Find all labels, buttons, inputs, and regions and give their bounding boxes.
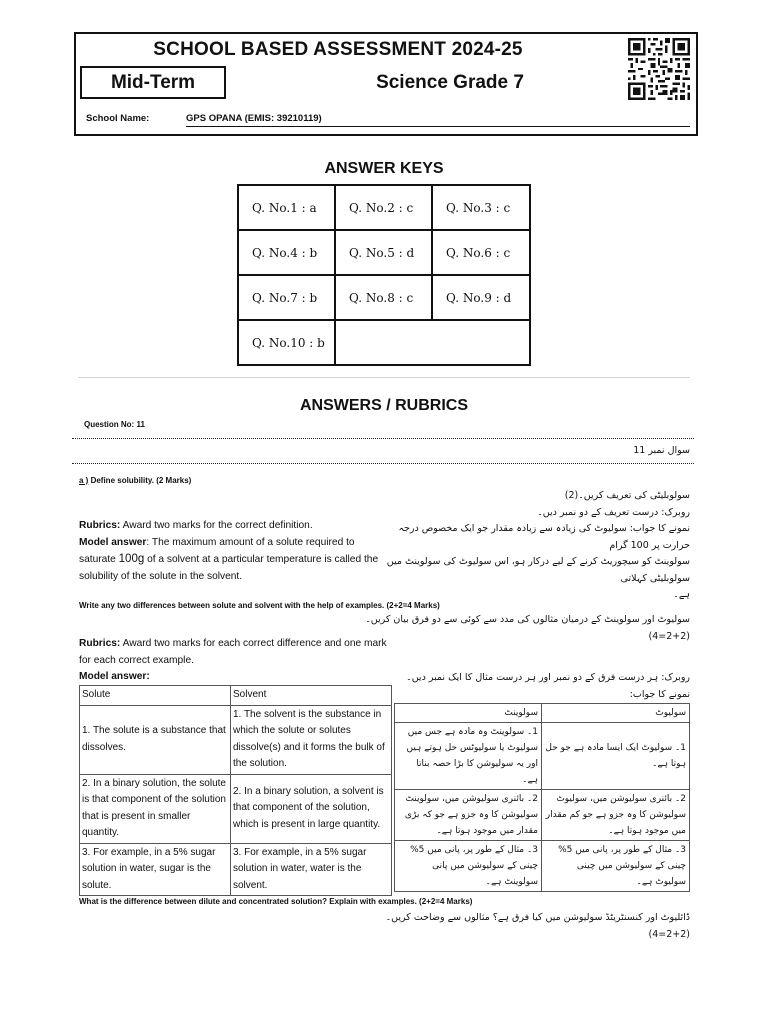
table-cell: 3۔ مثال کے طور پر، پانی میں 5% چینی کے سولیوشن میں چینی سولیوٹ ہے۔ <box>542 841 690 892</box>
model-answer-text: : The maximum amount of a solute required to saturate <box>79 536 355 565</box>
answer-keys-title: ANSWER KEYS <box>324 160 444 177</box>
part-a-question <box>79 476 191 485</box>
rubric-text: Award two marks for each correct difference and one mark for each correct example. <box>79 638 387 666</box>
part-b-rubric <box>79 636 389 686</box>
model-answer-label: Model answer: <box>79 671 150 682</box>
column-header: سولوینٹ <box>395 704 542 723</box>
qr-code-icon <box>628 38 690 100</box>
table-row <box>80 705 392 774</box>
page-title: SCHOOL BASED ASSESSMENT 2024-25 <box>153 39 523 60</box>
dotted-divider <box>72 438 694 439</box>
part-b-question: Write any two differences between solute and solvent with the help of examples. (2+2=4 Marks) <box>79 601 440 610</box>
answer-cell: Q. No.3 : c <box>432 185 530 230</box>
rubric-label: Rubrics: <box>79 638 121 649</box>
table-cell: 2۔ بائنری سولیوشن میں، سولوینٹ سولیوشن کا وہ جزو ہے جو کہ بڑی مقدار میں موجود ہوتا ہے۔ <box>395 790 542 841</box>
part-c-urdu-question: ڈائلیوٹ اور کنسنٹریٹڈ سولیوشن میں کیا فرق ہے؟ مثالوں سے وضاحت کریں۔(2+2=4) <box>385 912 690 940</box>
rubric-line <box>79 518 379 535</box>
table-header-row <box>80 686 392 706</box>
urdu-question-number: سوال نمبر 11 <box>633 445 690 456</box>
school-name-value: GPS OPANA (EMIS: 39210119) <box>186 113 690 127</box>
table-cell: 2۔ بائنری سولیوشن میں، سولیوٹ سولیوشن کا وہ جزو ہے جو کم مقدار میں موجود ہوتا ہے۔ <box>542 790 690 841</box>
table-row <box>238 230 530 275</box>
school-name-label: School Name: <box>86 113 150 124</box>
column-header: Solvent <box>231 686 392 706</box>
part-b-urdu-question: سولیوٹ اور سولوینٹ کے درمیان مثالوں کی مدد سے کوئی سے دو فرق بیان کریں۔(2+2=4) <box>365 614 690 642</box>
table-cell: 1۔ سولیوٹ ایک ایسا مادہ ہے جو حل ہوتا ہے۔ <box>542 723 690 790</box>
table-cell: 1. The solute is a substance that dissolves. <box>80 705 231 774</box>
column-header: سولیوٹ <box>542 704 690 723</box>
section-divider <box>78 377 690 378</box>
urdu-line: سولوبلیٹی کی تعریف کریں۔(2) <box>564 490 690 501</box>
model-answer-text: of a solvent at a particular temperature is called the solubility of the solute in the solvent. <box>79 554 379 582</box>
table-cell: 2. In a binary solution, a solvent is that component of the solution, which is present in large quantity. <box>231 774 392 843</box>
page-subtitle: Science Grade 7 <box>376 72 524 93</box>
table-row <box>395 841 690 892</box>
answer-cell: Q. No.4 : b <box>238 230 335 275</box>
rubric-text: Award two marks for the correct definition. <box>120 520 313 531</box>
answer-cell: Q. No.1 : a <box>238 185 335 230</box>
model-answer-amount: 100g <box>118 553 145 565</box>
urdu-line: ہے۔ <box>673 589 690 600</box>
question-number: Question No: 11 <box>84 420 145 429</box>
urdu-line: سولوینٹ کو سیچوریٹ کرنے کے لیے درکار ہو، اس سولیوٹ کی سولوینٹ میں سولوبلیٹی کہلاتی <box>386 556 690 584</box>
table-row <box>238 185 530 230</box>
part-a-prefix: a ) <box>79 476 89 485</box>
solute-solvent-table <box>79 685 392 896</box>
dotted-divider <box>72 463 694 464</box>
answer-cell: Q. No.5 : d <box>335 230 432 275</box>
rubrics-title: ANSWERS / RUBRICS <box>299 397 468 414</box>
table-cell: 2. In a binary solution, the solute is that component of the solution that is present in smaller quantity. <box>80 774 231 843</box>
part-a-text: Define solubility. (2 Marks) <box>88 476 192 485</box>
table-cell: 1۔ سولوینٹ وہ مادہ ہے جس میں سولیوٹ یا سولیوٹس حل ہوتے ہیں اور یہ سولیوشن کا بڑا حصہ بناتا ہے۔ <box>395 723 542 790</box>
rubric-line <box>79 636 389 669</box>
answer-keys-table <box>237 184 531 366</box>
answer-cell-empty <box>335 320 530 365</box>
urdu-line: نمونے کا جواب: سولیوٹ کی زیادہ سے زیادہ مقدار جو ایک مخصوص درجہ حرارت پر 100 گرام <box>398 523 690 551</box>
urdu-line: روبرک: درست تعریف کے دو نمبر دیں۔ <box>537 506 690 518</box>
table-cell: 1. The solvent is the substance in which the solute or solutes dissolve(s) and it forms the bulk of the solution. <box>231 705 392 774</box>
model-answer <box>79 669 389 686</box>
answer-cell: Q. No.10 : b <box>238 320 335 365</box>
answer-cell: Q. No.6 : c <box>432 230 530 275</box>
table-cell: 3. For example, in a 5% sugar solution in water, sugar is the solute. <box>80 843 231 896</box>
column-header: Solute <box>80 686 231 706</box>
table-row <box>395 790 690 841</box>
answer-cell: Q. No.9 : d <box>432 275 530 320</box>
urdu-line: نمونے کا جواب: <box>629 688 690 700</box>
urdu-line: روبرک: ہر درست فرق کے دو نمبر اور ہر درست مثال کا ایک نمبر دیں۔ <box>406 672 690 683</box>
part-a-urdu <box>380 488 690 604</box>
rubric-label: Rubrics: <box>79 520 121 531</box>
answer-cell: Q. No.7 : b <box>238 275 335 320</box>
table-cell: 3۔ مثال کے طور پر، پانی میں 5% چینی کے سولیوشن میں پانی سولوینٹ ہے۔ <box>395 841 542 892</box>
table-header-row <box>395 704 690 723</box>
urdu-solute-solvent-table <box>394 703 690 892</box>
table-row <box>80 774 392 843</box>
answer-cell: Q. No.8 : c <box>335 275 432 320</box>
model-answer-label: Model answer <box>79 536 147 548</box>
answer-cell: Q. No.2 : c <box>335 185 432 230</box>
table-row <box>238 275 530 320</box>
term-badge: Mid-Term <box>80 66 226 99</box>
table-row <box>80 843 392 896</box>
model-answer <box>79 535 379 586</box>
header-box <box>74 32 698 136</box>
part-a-answer <box>79 518 379 585</box>
table-cell: 3. For example, in a 5% sugar solution in water, water is the solvent. <box>231 843 392 896</box>
part-b-urdu-rubric <box>400 670 690 703</box>
part-c-question: What is the difference between dilute and concentrated solution? Explain with examples. (2+2=4 Marks) <box>79 897 473 906</box>
table-row <box>395 723 690 790</box>
table-row <box>238 320 530 365</box>
